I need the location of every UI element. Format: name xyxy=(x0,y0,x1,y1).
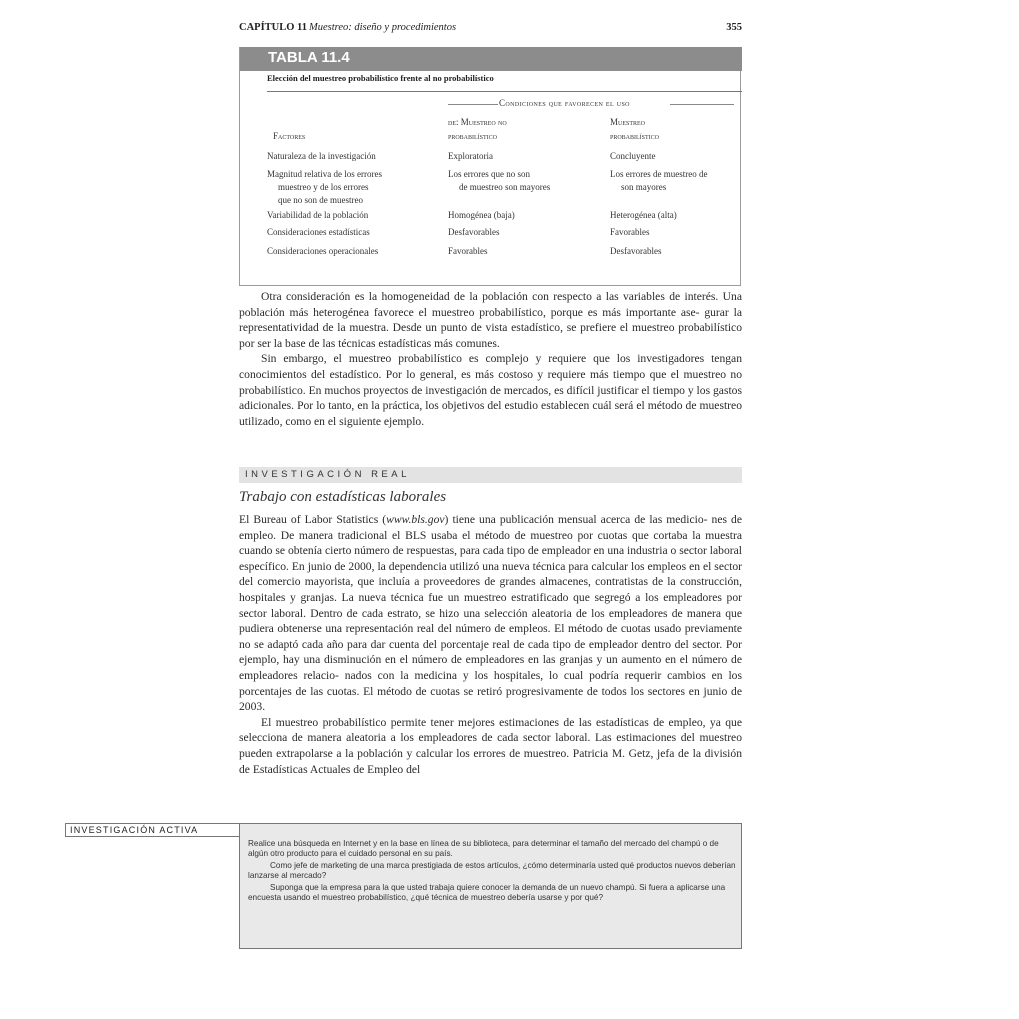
section-bar xyxy=(239,467,742,483)
case-paragraph-1: El Bureau of Labor Statistics (www.bls.gov) tiene una publicación mensual acerca de las medicio- nes de empleo. De manera tradicional el BLS usaba el método de muestreo por cuotas que cortaba la muestra cuando se obtenía cierto número de respuestas, para cada tipo de empleador en una industria o sector laboral específico. En junio de 2000, la dependencia utilizó una nueva técnica para calcular los empleos en el sector del comercio mayorista, que incluía a proveedores de grandes almacenes, contratistas de la construcción, hospitales y granjas. La nueva técnica fue un muestreo estratificado que segregó a los empleadores por sector laboral. Dentro de cada estrato, se hizo una selección aleatoria de los empleadores de manera que pudiera obtenerse una representación real del número de empleos. El método de cuotas usado previamente no se adaptó cada año para dar cuenta del porcentaje real de cada tipo de empleador dentro del sector. Por ejemplo, hay una disminución en el número de empleadores en las granjas y un aumento en el número de empleadores relacio- nados con la medicina y los hospitales, lo cual podría requerir cambios en los porcentajes de las cuotas. El método de cuotas se retiró progresivamente de todos los sectores en junio de 2003. xyxy=(239,513,742,714)
col-nonprob-line1: de: Muestreo no xyxy=(448,117,507,127)
group-rule-left xyxy=(448,104,498,105)
row5-factor: Consideraciones operacionales xyxy=(267,246,379,256)
row3-nonprob: Homogénea (baja) xyxy=(448,210,515,220)
active-research-tab xyxy=(65,823,239,837)
group-rule-right xyxy=(670,104,734,105)
body-paragraph-2: Sin embargo, el muestreo probabilístico es complejo y requiere que los investigadores tengan conocimientos del estadístico. Por lo general, es más costoso y requiere más tiempo que el muestreo no probabilístico. En muchos proyectos de investigación de mercados, es difícil justificar el tiempo y los gastos adicionales. Por lo tanto, en la práctica, los objetivos del estudio establecen cuál será el método de muestreo utilizado, como en el siguiente ejemplo. xyxy=(239,352,742,428)
row4-nonprob: Desfavorables xyxy=(448,227,500,237)
chapter-title: Muestreo: diseño y procedimientos xyxy=(309,22,457,33)
body-paragraph-1: Otra consideración es la homogeneidad de la población con respecto a las variables de interés. Una población más heterogénea favorece el muestreo probabilístico, porque es más importante ase- gurar la representatividad de la muestra. Desde un punto de vista estadístico, se prefiere el muestreo probabilístico por ser la base de las técnicas estadísticas más comunes. xyxy=(239,290,742,350)
table-top-rule xyxy=(267,91,742,92)
table-caption: Elección del muestreo probabilístico frente al no probabilístico xyxy=(267,73,494,83)
col-prob-line1: Muestreo xyxy=(610,117,646,127)
row2-prob: Los errores de muestreo de son mayores xyxy=(610,169,708,192)
active-paragraph-1: Realice una búsqueda en Internet y en la base en línea de su biblioteca, para determinar el tamaño del mercado del champú o de algún otro producto para el cuidado personal en su país. xyxy=(248,839,719,859)
case-text xyxy=(239,512,742,819)
case-title: Trabajo con estadísticas laborales xyxy=(239,489,447,505)
col-nonprob-line2: probabilístico xyxy=(448,131,498,141)
row3-prob: Heterogénea (alta) xyxy=(610,210,677,220)
case-paragraph-2: El muestreo probabilístico permite tener mejores estimaciones de las estadísticas de empleo, ya que selecciona de manera aleatoria a los empleadores de cada sector laboral. Las estimaciones del muestreo pueden extrapolarse a la población y calcular los errores de muestreo. Patricia M. Getz, jefa de la división de Estadísticas Actuales de Empleo del xyxy=(239,715,742,776)
row1-prob: Concluyente xyxy=(610,151,656,161)
section-label: INVESTIGACIÓN REAL xyxy=(245,469,410,480)
row1-nonprob: Exploratoria xyxy=(448,151,493,161)
group-header: Condiciones que favorecen el uso xyxy=(499,98,630,108)
row4-prob: Favorables xyxy=(610,227,650,237)
row5-prob: Desfavorables xyxy=(610,246,662,256)
page-number: 355 xyxy=(726,22,742,33)
chapter-number: CAPÍTULO 11 xyxy=(239,22,307,33)
col-factors: Factores xyxy=(273,131,306,141)
table-11-4 xyxy=(239,47,741,286)
table-label: TABLA 11.4 xyxy=(268,49,350,66)
table-header-bar xyxy=(240,47,742,71)
active-research-label: INVESTIGACIÓN ACTIVA xyxy=(70,825,199,835)
col-prob-line2: probabilístico xyxy=(610,131,660,141)
active-paragraph-2: Como jefe de marketing de una marca prestigiada de estos artículos, ¿cómo determinaría usted qué productos nuevos deberían lanzarse al mercado? xyxy=(248,860,736,881)
row2-nonprob: Los errores que no son de muestreo son mayores xyxy=(448,169,551,192)
row4-factor: Consideraciones estadísticas xyxy=(267,227,370,237)
row3-factor: Variabilidad de la población xyxy=(267,210,369,220)
body-text xyxy=(239,289,742,429)
row1-factor: Naturaleza de la investigación xyxy=(267,151,376,161)
row5-nonprob: Favorables xyxy=(448,246,488,256)
active-research-box xyxy=(239,823,742,949)
running-head xyxy=(239,20,742,36)
active-research-text xyxy=(248,839,736,904)
bls-url-link[interactable]: www.bls.gov xyxy=(386,513,445,526)
active-paragraph-3: Suponga que la empresa para la que usted trabaja quiere conocer la demanda de un nuevo champú. Si fuera a aplicarse una encuesta usando el muestreo probabilístico, ¿qué técnica de muestreo debería usarse y por qué? xyxy=(248,882,726,903)
row2-factor: Magnitud relativa de los errores muestreo y de los errores que no son de muestreo xyxy=(267,169,382,205)
